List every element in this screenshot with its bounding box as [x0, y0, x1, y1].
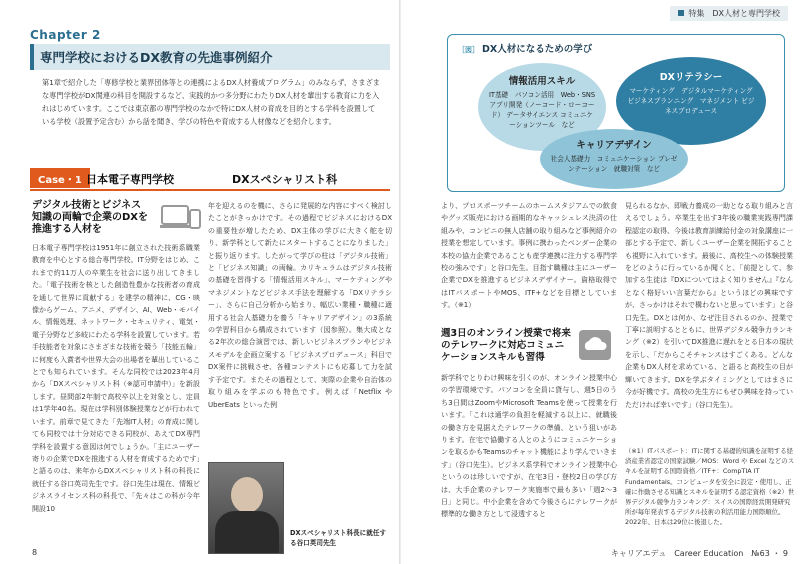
section-heading: デジタル技術とビジネス知識の両輪で企業のDXを推進する人材を	[32, 200, 149, 235]
figure-box	[447, 34, 785, 192]
case-department-name: DXスペシャリスト科	[232, 173, 338, 186]
case-divider	[30, 189, 390, 191]
figure-title	[458, 41, 592, 55]
photo-caption: DXスペシャリスト科長に就任する谷口英司先生	[290, 529, 387, 547]
bubble-items: IT基礎 パソコン活用 Web・SNS アプリ開発（ノーコード・ローコード） データサイエンス コミュニケーションツール など	[488, 91, 596, 129]
footnotes: （※1）ITパスポート：ITに関する基礎的知識を証明する経済産業省認定の国家試験／MOS：Word や Excel などのスキルを証明する国際資格／ITF+：CompTIA IT Fundamentals。コンピュータを安全に設定・使用し、正確に作動させる知識とスキルを証明する認定資格（※2）世界デジタル競争力ランキング：スイスの国際経営開発研究所が毎年発表するデジタル技術の利活用能力国際順位。2022年、日本は29位に後退した。	[625, 447, 795, 527]
subsection-header	[441, 328, 611, 364]
chapter-title: 専門学校におけるDX教育の先進事例紹介	[30, 44, 390, 70]
magazine-name: キャリアエデュ Career Education №63 ・	[610, 549, 781, 558]
left-column-1	[32, 200, 200, 515]
figure-title-text: DX人材になるための学び	[482, 44, 593, 55]
chapter-header	[30, 28, 390, 70]
left-column-1-text: 日本電子専門学校は1951年に創立された技術系職業教育を中心とする総合専門学校。IT分野をはじめ、これまで約11万人の卒業生を社会に送り出してきました。「電子技術を核とした創造性豊かな技術者の育成を通して世界に貢献する」を建学の精神に、CG・映像からゲーム、アニメ、デザイン、AI、Web・モバイル、情報処理、ネットワーク・セキュリティ、電気・電子分野など多岐にわたる学科を設置しています。若手技能者を対象にさまざまな技術を競う「技能五輪」に何度も入賞者や世界大会の出場者を輩出していることでも知られています。そんな同校では2023年4月から「DXスペシャリスト科（※認可申請中）」を新設します。昼間部2年制で高校卒以上を対象とし、定員は1学年40名。現在は学科別体験授業などが行われています。前章で見てきた「先端IT人材」の育成に関しても同校では十分対応できる同校が、あえてDX専門学科を設置する意図は何でしょうか。「主にユーザー寄りの企業でDXを推進する人材を育成するためです」と語るのは、来年からDXスペシャリスト科の科長に就任する谷口英司先生です。谷口先生は現在、情報ビジネスライセンス科の科長で、「先々はこの科が今年開設10	[32, 244, 200, 513]
bubble-title: DXリテラシー	[659, 72, 723, 83]
bubble-items: マーケティング デジタルマーケティング ビジネスプランニング マネジメント ビジネスプロデュース	[627, 87, 755, 115]
devices-icon	[160, 200, 202, 238]
right-page-number: 9	[782, 549, 788, 558]
cloud-icon	[579, 330, 611, 360]
right-page	[401, 0, 800, 564]
bubble-title: 情報活用スキル	[508, 76, 576, 87]
left-column-2	[208, 200, 392, 458]
right-column-2-text: 見られるなか、即戦力養成の一助となる取り組みと言えるでしょう。卒業生を出す3年後の職業実践専門課程認定の取得、今後は教育訓練給付金の対象講座に一部とする予定で、新しくユーザー企業を開拓することも視野に入れています。最後に、高校生への体験授業をどのように行っているか聞くと、「前提として、参加する生徒は『DXについてはよく知りません』『なんとなく格好いい言葉だから』というほどの興味ですが、さっかけはそれで構わないと思っています」と谷口先生。DXとは何か、なぜ注目されるのか、授業で丁寧に説明するとともに、世界デジタル競争力ランキング（※2）を引いてDX推進に遅れをとる日本の現状を示し、「だからこそチャンスはすごくある。どんな企業もDX人材を求めている、と語ると高校生の目が輝いてきます。DXを学ぶタイミングとしてはまさに今が好機です。高校の先生方にもぜひ興味を持っていただければ幸いです」（谷口先生）。	[625, 202, 793, 409]
bubble-items: 社会人基礎力 コミュニケーション プレゼンテーション 就職対策 など	[550, 155, 678, 173]
case-school-name: 日本電子専門学校	[86, 173, 174, 186]
left-column-2-text: 年を迎えるのを機に、さらに発展的な内容にすべく検討したことがきっかけです。その過程でビジネスにおけるDXの重要性が増したため、DX主体の学びに大きく舵を切り、新学科として新たにスタートすることになりました」と振り返ります。したがって学びの柱は「デジタル技術」と「ビジネス知識」の両輪。カリキュラムはデジタル技術の基礎を習得する「情報活用スキル」、マーケティングやマネジメントなどビジネス手法を理解する「DXリテラシー」、さらに自己分析から始まり、幅広い業種・職種に適用する社会人基礎力を養う「キャリアデザイン」の3系統の学習科目から構成されています（図参照）。集大成となる2年次の総合演習では、新しいビジネスプランやビジネスモデルを企画立案する「ビジネスプロデュース」科目でDX案件に挑戦させ、各種コンテストにも応募して力を試す予定です。またその過程として、実際の企業や自治体の取り組みを学ぶのも特色です。例えば「Netflix や UberEats といった例	[208, 202, 392, 409]
teacher-photo	[208, 462, 284, 554]
right-column-1-continued-text: 新学科でとりわけ興味を引くのが、オンライン授業中心の学習環境です。パソコンを全員に貸与し、週5日のうち3日間はZoomやMicrosoft Teamsを使って授業を行います。「これは通学の負担を軽減する以上に、就職後の働き方を見据えたテレワークの準備、という狙いがあります。在宅で協働する人とのようにコミュニケーションを取るかもTeamsのチャット機能により学んでいきます」（谷口先生）。ビジネス系学科でオンライン授業中心というのは珍しいですが、在宅3日・登校2日の学び方は、大手企業のテレワーク実施率で最も多い「週2〜3日」と同じ。中小企業を含めて今後さらにテレワークが標準的な働き方として浸透すると	[441, 374, 617, 519]
magazine-footer	[611, 548, 788, 559]
subsection-heading: 週3日のオンライン授業で将来のテレワークに対応コミュニケーションスキルも習得	[441, 328, 571, 363]
case-tag: Case・1	[30, 168, 90, 188]
chapter-intro: 第1章で紹介した「専修学校と業界団体等との連携によるDX人材養成プログラム」のみならず、さまざまな専門学校がDX関連の科目を開設するなど、実践的かつ多分野にわたりDX人材を輩出する教育に力を入れはじめています。ここでは東京都の専門学校のなかで特にDX人材の育成を目的とする学科を設置している学校（設置予定含む）から話を聞き、学びの特色や育成する人材像などを紹介します。	[42, 78, 380, 126]
bubble-title: キャリアデザイン	[576, 140, 652, 151]
right-column-1-text: より、プロスポーツチームのホームスタジアムでの飲食やグッズ販売における画期的なキャッシュレス決済の仕組みや、コンビニの無人店舗の取り組みなど事例紹介の授業を想定しています。事例に携わったベンダー企業の本校の協力企業であることも産学連携に注力する専門学校の強みです」と谷口先生。目指す職種は主にユーザー企業でDXを推進するビジネスデザイナー。資格取得ではITパスポートやMOS、ITF+などを目標としています。（※1）	[441, 202, 617, 310]
figure-label: ［図］	[458, 46, 479, 54]
chapter-label: Chapter 2	[30, 28, 101, 42]
right-column-1-continued	[441, 372, 617, 552]
bubble-career-design	[540, 129, 688, 189]
right-column-1	[441, 200, 617, 324]
feature-tag: 特集 DX人材と専門学校	[670, 6, 788, 21]
right-column-2	[625, 200, 793, 442]
left-page-number: 8	[32, 548, 38, 557]
case-header	[30, 168, 390, 188]
left-page	[0, 0, 399, 564]
